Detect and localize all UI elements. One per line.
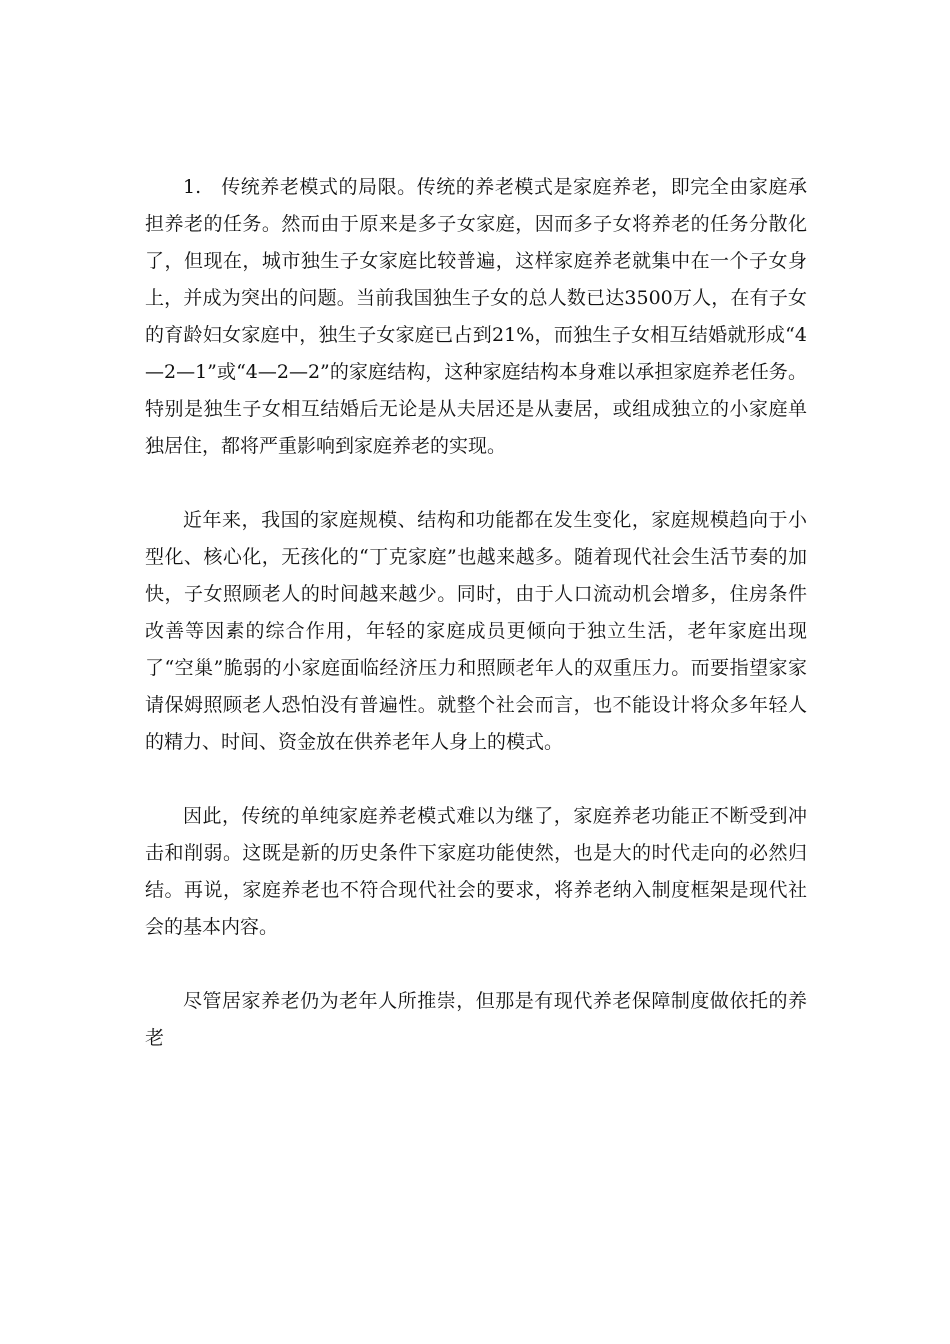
paragraph-family-change: 近年来，我国的家庭规模、结构和功能都在发生变化，家庭规模趋向于小型化、核心化，无孩化的“丁克家庭”也越来越多。随着现代社会生活节奏的加快，子女照顾老人的时间越来越少。同时，由于人口流动机会增多，住房条件改善等因素的综合作用，年轻的家庭成员更倾向于独立生活，老年家庭出现了“空巢”脆弱的小家庭面临经济压力和照顾老年人的双重压力。而要指望家家请保姆照顾老人恐怕没有普遍性。就整个社会而言，也不能设计将众多年轻人的精力、时间、资金放在供养老年人身上的模式。 bbox=[145, 509, 807, 753]
document-body bbox=[145, 169, 807, 1057]
paragraph-conclusion: 因此，传统的单纯家庭养老模式难以为继了，家庭养老功能正不断受到冲击和削弱。这既是新的历史条件下家庭功能使然，也是大的时代走向的必然归结。再说，家庭养老也不符合现代社会的要求，将养老纳入制度框架是现代社会的基本内容。 bbox=[145, 805, 807, 938]
paragraph-traditional-model-limits: 1. 传统养老模式的局限。传统的养老模式是家庭养老，即完全由家庭承担养老的任务。然而由于原来是多子女家庭，因而多子女将养老的任务分散化了，但现在，城市独生子女家庭比较普遍，这样家庭养老就集中在一个子女身上，并成为突出的问题。当前我国独生子女的总人数已达3500万人，在有子女的育龄妇女家庭中，独生子女家庭已占到21%，而独生子女相互结婚就形成“4—2—1”或“4—2—2”的家庭结构，这种家庭结构本身难以承担家庭养老任务。特别是独生子女相互结婚后无论是从夫居还是从妻居，或组成独立的小家庭单独居住，都将严重影响到家庭养老的实现。 bbox=[145, 176, 807, 457]
paragraph-home-care: 尽管居家养老仍为老年人所推崇，但那是有现代养老保障制度做依托的养老 bbox=[145, 990, 807, 1049]
